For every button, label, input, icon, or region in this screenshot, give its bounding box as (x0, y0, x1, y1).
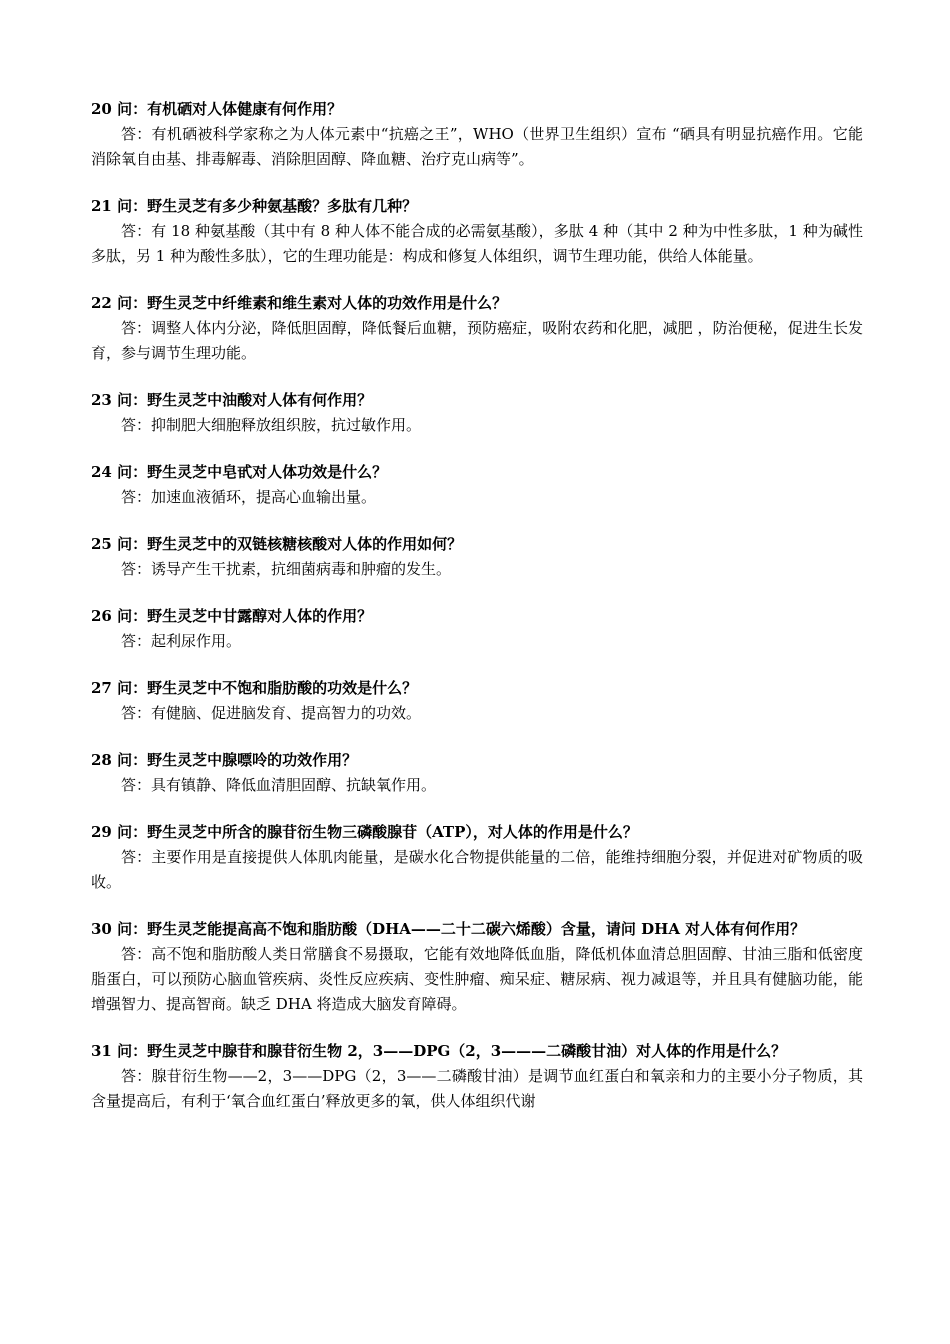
question: 22 问：野生灵芝中纤维素和维生素对人体的功效作用是什么？ (91, 294, 508, 312)
answer: 答：有 18 种氨基酸（其中有 8 种人体不能合成的必需氨基酸），多肽 4 种（其中 2 种为中性多肽，1 种为碱性多肽，另 1 种为酸性多肽），它的生理功能是：构成和修复人体组织，调节生理功能，供给人体能量。 (91, 222, 863, 265)
qa-item (91, 97, 863, 172)
qa-item (91, 460, 863, 510)
document-page (91, 97, 863, 1136)
question: 30 问：野生灵芝能提高高不饱和脂肪酸（DHA——二十二碳六烯酸）含量，请问 DHA 对人体有何作用？ (91, 920, 806, 938)
qa-item (91, 1039, 863, 1114)
question: 28 问：野生灵芝中腺嘌呤的功效作用？ (91, 751, 358, 769)
answer: 答：腺苷衍生物——2，3——DPG（2，3——二磷酸甘油）是调节血红蛋白和氧亲和力的主要小分子物质，其含量提高后，有利于‘氧合血红蛋白’释放更多的氧，供人体组织代谢 (91, 1067, 863, 1110)
question: 20 问：有机硒对人体健康有何作用？ (91, 100, 343, 118)
question: 29 问：野生灵芝中所含的腺苷衍生物三磷酸腺苷（ATP），对人体的作用是什么？ (91, 823, 638, 841)
question: 26 问：野生灵芝中甘露醇对人体的作用？ (91, 607, 373, 625)
qa-item (91, 917, 863, 1017)
answer: 答：有健脑、促进脑发育、提高智力的功效。 (121, 704, 422, 722)
qa-item (91, 820, 863, 895)
qa-item (91, 748, 863, 798)
question: 27 问：野生灵芝中不饱和脂肪酸的功效是什么？ (91, 679, 418, 697)
answer: 答：调整人体内分泌，降低胆固醇，降低餐后血糖，预防癌症，吸附农药和化肥，减肥 ，防治便秘，促进生长发育，参与调节生理功能。 (91, 319, 863, 362)
question: 25 问：野生灵芝中的双链核糖核酸对人体的作用如何？ (91, 535, 463, 553)
answer: 答：有机硒被科学家称之为人体元素中“抗癌之王”，WHO（世界卫生组织）宣布 “硒具有明显抗癌作用。它能消除氧自由基、排毒解毒、消除胆固醇、降血糖、治疗克山病等”。 (91, 125, 863, 168)
answer: 答：具有镇静、降低血清胆固醇、抗缺氧作用。 (121, 776, 437, 794)
answer: 答：起利尿作用。 (121, 632, 242, 650)
question: 21 问：野生灵芝有多少种氨基酸？多肽有几种？ (91, 197, 418, 215)
qa-item (91, 388, 863, 438)
qa-item (91, 532, 863, 582)
qa-item (91, 291, 863, 366)
qa-item (91, 194, 863, 269)
answer: 答：加速血液循环，提高心血输出量。 (121, 488, 377, 506)
question: 23 问：野生灵芝中油酸对人体有何作用？ (91, 391, 373, 409)
qa-item (91, 604, 863, 654)
question: 24 问：野生灵芝中皂甙对人体功效是什么？ (91, 463, 388, 481)
answer: 答：高不饱和脂肪酸人类日常膳食不易摄取，它能有效地降低血脂，降低机体血清总胆固醇、甘油三脂和低密度脂蛋白，可以预防心脑血管疾病、炎性反应疾病、变性肿瘤、痴呆症、糖尿病、视力减退等，并且具有健脑功能，能增强智力、提高智商。缺乏 DHA 将造成大脑发育障碍。 (91, 945, 863, 1013)
answer: 答：抑制肥大细胞释放组织胺，抗过敏作用。 (121, 416, 422, 434)
answer: 答：主要作用是直接提供人体肌肉能量，是碳水化合物提供能量的二倍，能维持细胞分裂，并促进对矿物质的吸收。 (91, 848, 863, 891)
qa-item (91, 676, 863, 726)
answer: 答：诱导产生干扰素，抗细菌病毒和肿瘤的发生。 (121, 560, 452, 578)
question: 31 问：野生灵芝中腺苷和腺苷衍生物 2，3——DPG（2，3———二磷酸甘油）对人体的作用是什么？ (91, 1042, 787, 1060)
